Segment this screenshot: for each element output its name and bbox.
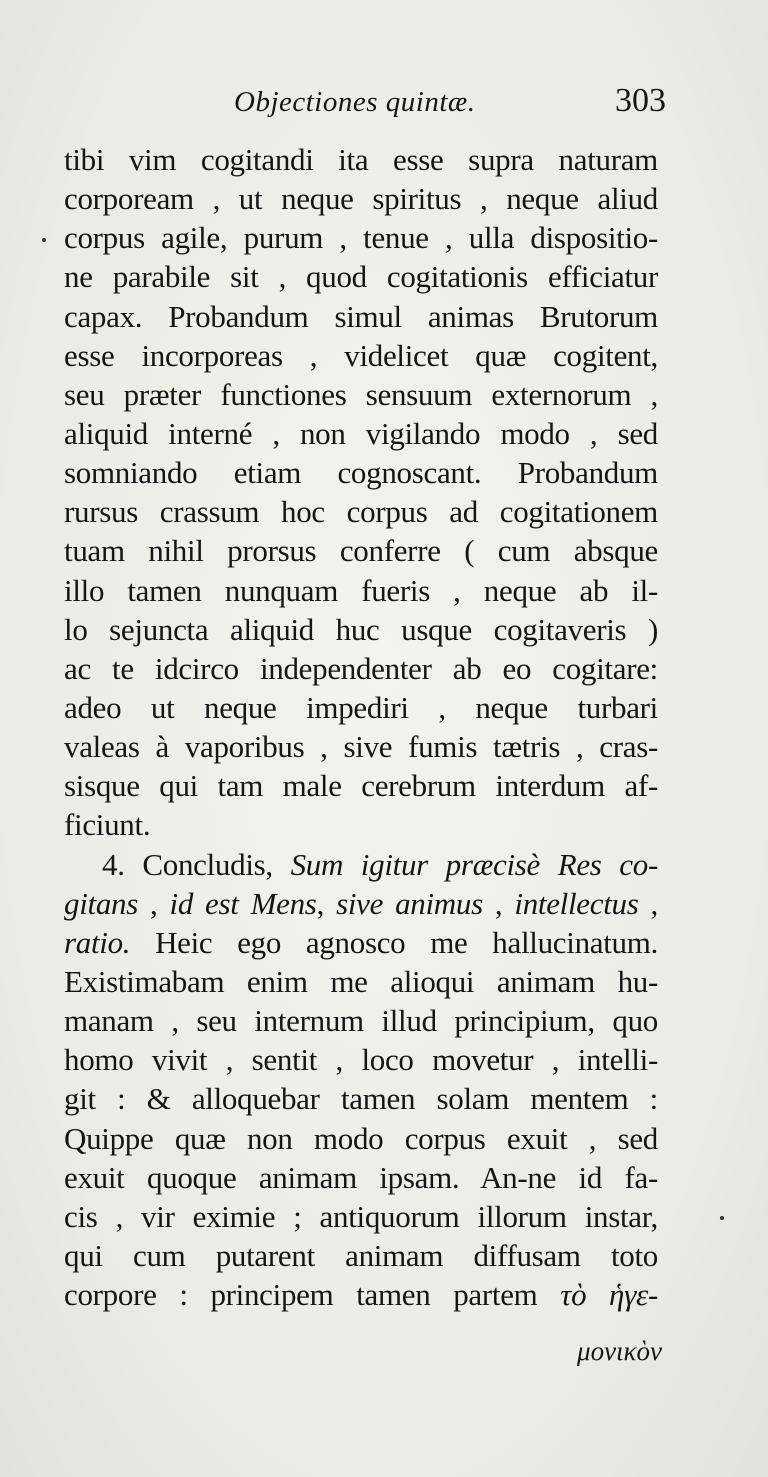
text-line xyxy=(64,1275,658,1314)
ink-speck xyxy=(720,1216,724,1220)
text-run: Heic ego agnosco me hallucinatum. xyxy=(130,924,658,960)
text-run: , xyxy=(316,885,337,921)
text-line: qui cum putarent animam diffusam toto xyxy=(64,1237,658,1273)
text-line: git : & alloquebar tamen solam mentem : xyxy=(64,1081,658,1117)
italic-run: intellectus xyxy=(514,885,639,921)
running-head: Objectiones quintæ. xyxy=(234,86,476,118)
text-line: Existimabam enim me alioqui animam hu- xyxy=(64,963,658,999)
text-run: , xyxy=(138,885,170,921)
greek-run: τὸ ἡγε- xyxy=(560,1277,658,1313)
text-line: corpus agile, purum , tenue , ulla dispositio- xyxy=(64,220,658,256)
text-run: , xyxy=(638,885,658,921)
text-line: rursus crassum hoc corpus ad cogitationem xyxy=(64,494,658,530)
text-run: 4. Concludis, xyxy=(102,846,291,882)
catchword: μονικὸν xyxy=(577,1336,662,1366)
body-text xyxy=(64,140,658,1314)
text-line: seu præter functiones sensuum externorum , xyxy=(64,376,658,412)
text-line xyxy=(64,923,658,962)
italic-run: Sum igitur præcisè Res co- xyxy=(290,846,658,882)
text-line: valeas à vaporibus , sive fumis tætris , cras- xyxy=(64,729,658,765)
text-line: capax. Probandum simul animas Brutorum xyxy=(64,298,658,334)
text-line: esse incorporeas , videlicet quæ cogitent, xyxy=(64,337,658,373)
text-line: adeo ut neque impediri , neque turbari xyxy=(64,689,658,725)
italic-run: id est Mens xyxy=(169,885,317,921)
text-line: ne parabile sit , quod cogitationis efficiatur xyxy=(64,259,658,295)
ink-speck xyxy=(42,238,46,242)
text-line: Quippe quæ non modo corpus exuit , sed xyxy=(64,1120,658,1156)
text-run: corpore : principem tamen partem xyxy=(64,1277,561,1313)
text-line: illo tamen nunquam fueris , neque ab il- xyxy=(64,572,658,608)
italic-run: ratio. xyxy=(64,924,131,960)
text-line: cis , vir eximie ; antiquorum illorum instar, xyxy=(64,1198,658,1234)
text-line: tuam nihil prorsus conferre ( cum absque xyxy=(64,533,658,569)
text-line: corpoream , ut neque spiritus , neque aliud xyxy=(64,181,658,217)
text-line: aliquid interné , non vigilando modo , sed xyxy=(64,415,658,451)
page-header xyxy=(66,82,666,132)
text-line: ac te idcirco independenter ab eo cogitare: xyxy=(64,650,658,686)
text-line: homo vivit , sentit , loco movetur , intelli- xyxy=(64,1042,658,1078)
text-line: manam , seu internum illud principium, quo xyxy=(64,1003,658,1039)
text-line xyxy=(64,845,658,884)
text-line: exuit quoque animam ipsam. An-ne id fa- xyxy=(64,1159,658,1195)
text-line xyxy=(64,884,658,923)
text-line: sisque qui tam male cerebrum interdum af- xyxy=(64,768,658,804)
italic-run: gitans xyxy=(64,885,138,921)
text-line: lo sejuncta aliquid huc usque cogitaveris ) xyxy=(64,611,658,647)
italic-run: sive animus xyxy=(336,885,483,921)
text-run: , xyxy=(482,885,515,921)
page-number: 303 xyxy=(615,82,666,119)
text-line: somniando etiam cognoscant. Probandum xyxy=(64,455,658,491)
text-line: ficiunt. xyxy=(64,807,151,843)
text-line: tibi vim cogitandi ita esse supra naturam xyxy=(64,142,658,177)
